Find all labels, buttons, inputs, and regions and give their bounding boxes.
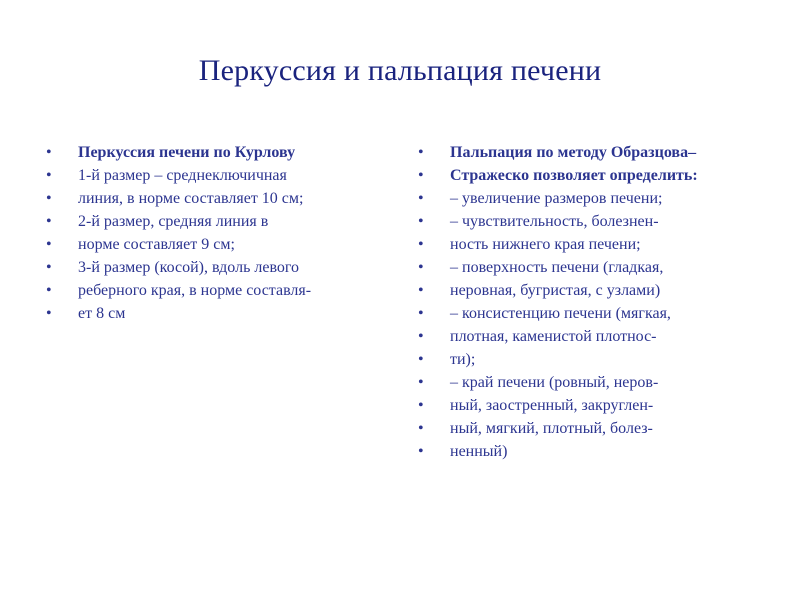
list-item	[418, 440, 758, 463]
list-item-text: – консистенцию печени (мягкая,	[450, 305, 671, 322]
list-item	[418, 302, 758, 325]
list-item-text: реберного края, в норме составля-	[78, 282, 312, 299]
list-item-text: Стражеско позволяет определить:	[450, 167, 698, 184]
list-item-text: ет 8 см	[78, 305, 126, 322]
list-item	[46, 141, 376, 164]
bullet-icon: •	[418, 282, 424, 299]
list-item-text: плотная, каменистой плотнос-	[450, 328, 657, 345]
bullet-icon: •	[418, 305, 424, 322]
bullet-icon: •	[418, 420, 424, 437]
bullet-icon: •	[418, 236, 424, 253]
bullet-icon: •	[418, 397, 424, 414]
list-item-text: ность нижнего края печени;	[450, 236, 641, 253]
left-column-list	[46, 141, 376, 325]
list-item	[418, 256, 758, 279]
list-item	[46, 187, 376, 210]
bullet-icon: •	[46, 305, 52, 322]
list-item	[46, 279, 376, 302]
bullet-icon: •	[418, 328, 424, 345]
list-item-text: – чувствительность, болезнен-	[450, 213, 659, 230]
list-item	[46, 164, 376, 187]
list-item-text: ненный)	[450, 443, 508, 460]
bullet-icon: •	[418, 259, 424, 276]
bullet-icon: •	[46, 190, 52, 207]
list-item	[418, 371, 758, 394]
list-item	[46, 256, 376, 279]
bullet-icon: •	[418, 190, 424, 207]
slide-title: Перкуссия и пальпация печени	[198, 54, 602, 87]
bullet-icon: •	[418, 351, 424, 368]
bullet-icon: •	[46, 144, 52, 161]
list-item-text: Пальпация по методу Образцова–	[450, 144, 697, 161]
list-item-text: 2-й размер, средняя линия в	[78, 213, 269, 230]
list-item-text: – увеличение размеров печени;	[450, 190, 663, 207]
list-item	[418, 394, 758, 417]
list-item	[418, 279, 758, 302]
list-item	[418, 210, 758, 233]
list-item-text: ный, заостренный, закруглен-	[450, 397, 654, 414]
bullet-icon: •	[418, 374, 424, 391]
bullet-icon: •	[418, 443, 424, 460]
list-item-text: 1-й размер – среднеключичная	[78, 167, 287, 184]
list-item-text: ный, мягкий, плотный, болез-	[450, 420, 653, 437]
right-column-list	[418, 141, 758, 463]
bullet-icon: •	[418, 213, 424, 230]
list-item	[418, 233, 758, 256]
bullet-icon: •	[46, 236, 52, 253]
bullet-icon: •	[418, 167, 424, 184]
list-item	[418, 417, 758, 440]
list-item	[418, 348, 758, 371]
list-item-text: 3-й размер (косой), вдоль левого	[78, 259, 300, 276]
list-item	[418, 141, 758, 164]
list-item-text: норме составляет 9 см;	[78, 236, 235, 253]
list-item-text: Перкуссия печени по Курлову	[78, 144, 296, 161]
bullet-icon: •	[418, 144, 424, 161]
list-item	[46, 210, 376, 233]
list-item-text: неровная, бугристая, с узлами)	[450, 282, 661, 299]
list-item-text: ти);	[450, 351, 476, 368]
bullet-icon: •	[46, 167, 52, 184]
bullet-icon: •	[46, 213, 52, 230]
list-item-text: – край печени (ровный, неров-	[450, 374, 659, 391]
list-item	[46, 233, 376, 256]
list-item-text: – поверхность печени (гладкая,	[450, 259, 664, 276]
bullet-icon: •	[46, 282, 52, 299]
list-item	[418, 164, 758, 187]
list-item	[46, 302, 376, 325]
list-item	[418, 187, 758, 210]
bullet-icon: •	[46, 259, 52, 276]
list-item	[418, 325, 758, 348]
list-item-text: линия, в норме составляет 10 см;	[78, 190, 304, 207]
